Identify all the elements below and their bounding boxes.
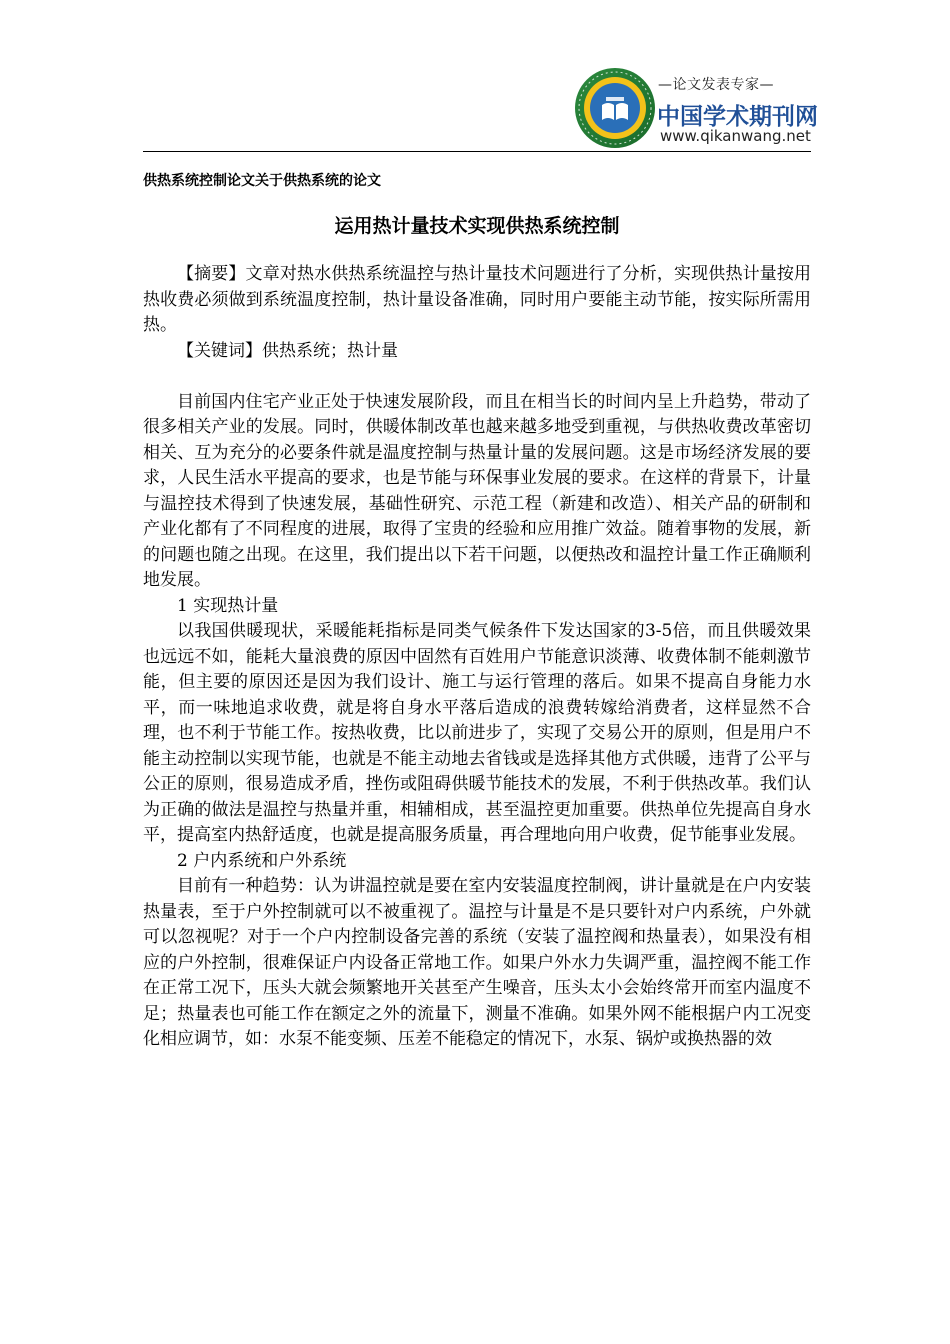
abstract: 【摘要】文章对热水供热系统温控与热计量技术问题进行了分析，实现供热计量按用热收费必须做到系统温度控制，热计量设备准确，同时用户要能主动节能，按实际所需用热。	[143, 264, 811, 335]
logo-slogan: —论文发表专家—	[658, 77, 774, 93]
section-1-paragraph: 以我国供暖现状，采暖能耗指标是同类气候条件下发达国家的3-5倍，而且供暖效果也远远不如，能耗大量浪费的原因中固然有百姓用户节能意识淡薄、收费体制不能刺激节能，但主要的原因还是因为我们设计、施工与运行管理的落后。如果不提高自身能力水平，而一味地追求收费，就是将自身水平落后造成的浪费转嫁给消费者，这样显然不合理，也不利于节能工作。按热收费，比以前进步了，实现了交易公开的原则，但是用户不能主动控制以实现节能，也就是不能主动地去省钱或是选择其他方式供暖，违背了公平与公正的原则，很易造成矛盾，挫伤或阻碍供暖节能技术的发展，不利于供热改革。我们认为正确的做法是温控与热量并重，相辅相成，甚至温控更加重要。供热单位先提高自身水平，提高室内热舒适度，也就是提高服务质量，再合理地向用户收费，促节能事业发展。	[143, 621, 811, 845]
header-divider	[143, 151, 811, 152]
logo-url: www.qikanwang.net	[660, 127, 811, 145]
keywords: 【关键词】供热系统；热计量	[177, 340, 398, 361]
logo-name: 中国学术期刊网	[657, 104, 818, 130]
section-2-heading: 2 户内系统和户外系统	[177, 850, 347, 871]
article-title: 运用热计量技术实现供热系统控制	[334, 215, 620, 237]
intro-paragraph: 目前国内住宅产业正处于快速发展阶段，而且在相当长的时间内呈上升趋势，带动了很多相关产业的发展。同时，供暖体制改革也越来越多地受到重视，与供热收费改革密切相关、互为充分的必要条件就是温度控制与热量计量的发展问题。这是市场经济发展的要求，人民生活水平提高的要求，也是节能与环保事业发展的要求。在这样的背景下，计量与温控技术得到了快速发展，基础性研究、示范工程（新建和改造）、相关产品的研制和产业化都有了不同程度的进展，取得了宝贵的经验和应用推广效益。随着事物的发展，新的问题也随之出现。在这里，我们提出以下若干问题，以便热改和温控计量工作正确顺利地发展。	[143, 391, 811, 590]
document-subtitle: 供热系统控制论文关于供热系统的论文	[143, 173, 381, 189]
paragraph-gap	[143, 364, 811, 390]
article-body	[143, 262, 811, 1053]
section-1-heading: 1 实现热计量	[177, 595, 279, 616]
section-2-paragraph: 目前有一种趋势：认为讲温控就是要在室内安装温度控制阀，讲计量就是在户内安装热量表，至于户外控制就可以不被重视了。温控与计量是不是只要针对户内系统，户外就可以忽视呢？对于一个户内控制设备完善的系统（安装了温控阀和热量表），如果没有相应的户外控制，很难保证户内设备正常地工作。如果户外水力失调严重，温控阀不能工作在正常工况下，压头大就会频繁地开关甚至产生噪音，压头太小会始终常开而室内温度不足；热量表也可能工作在额定之外的流量下，测量不准确。如果外网不能根据户内工况变化相应调节，如：水泵不能变频、压差不能稳定的情况下，水泵、锅炉或换热器的效	[143, 876, 811, 1049]
